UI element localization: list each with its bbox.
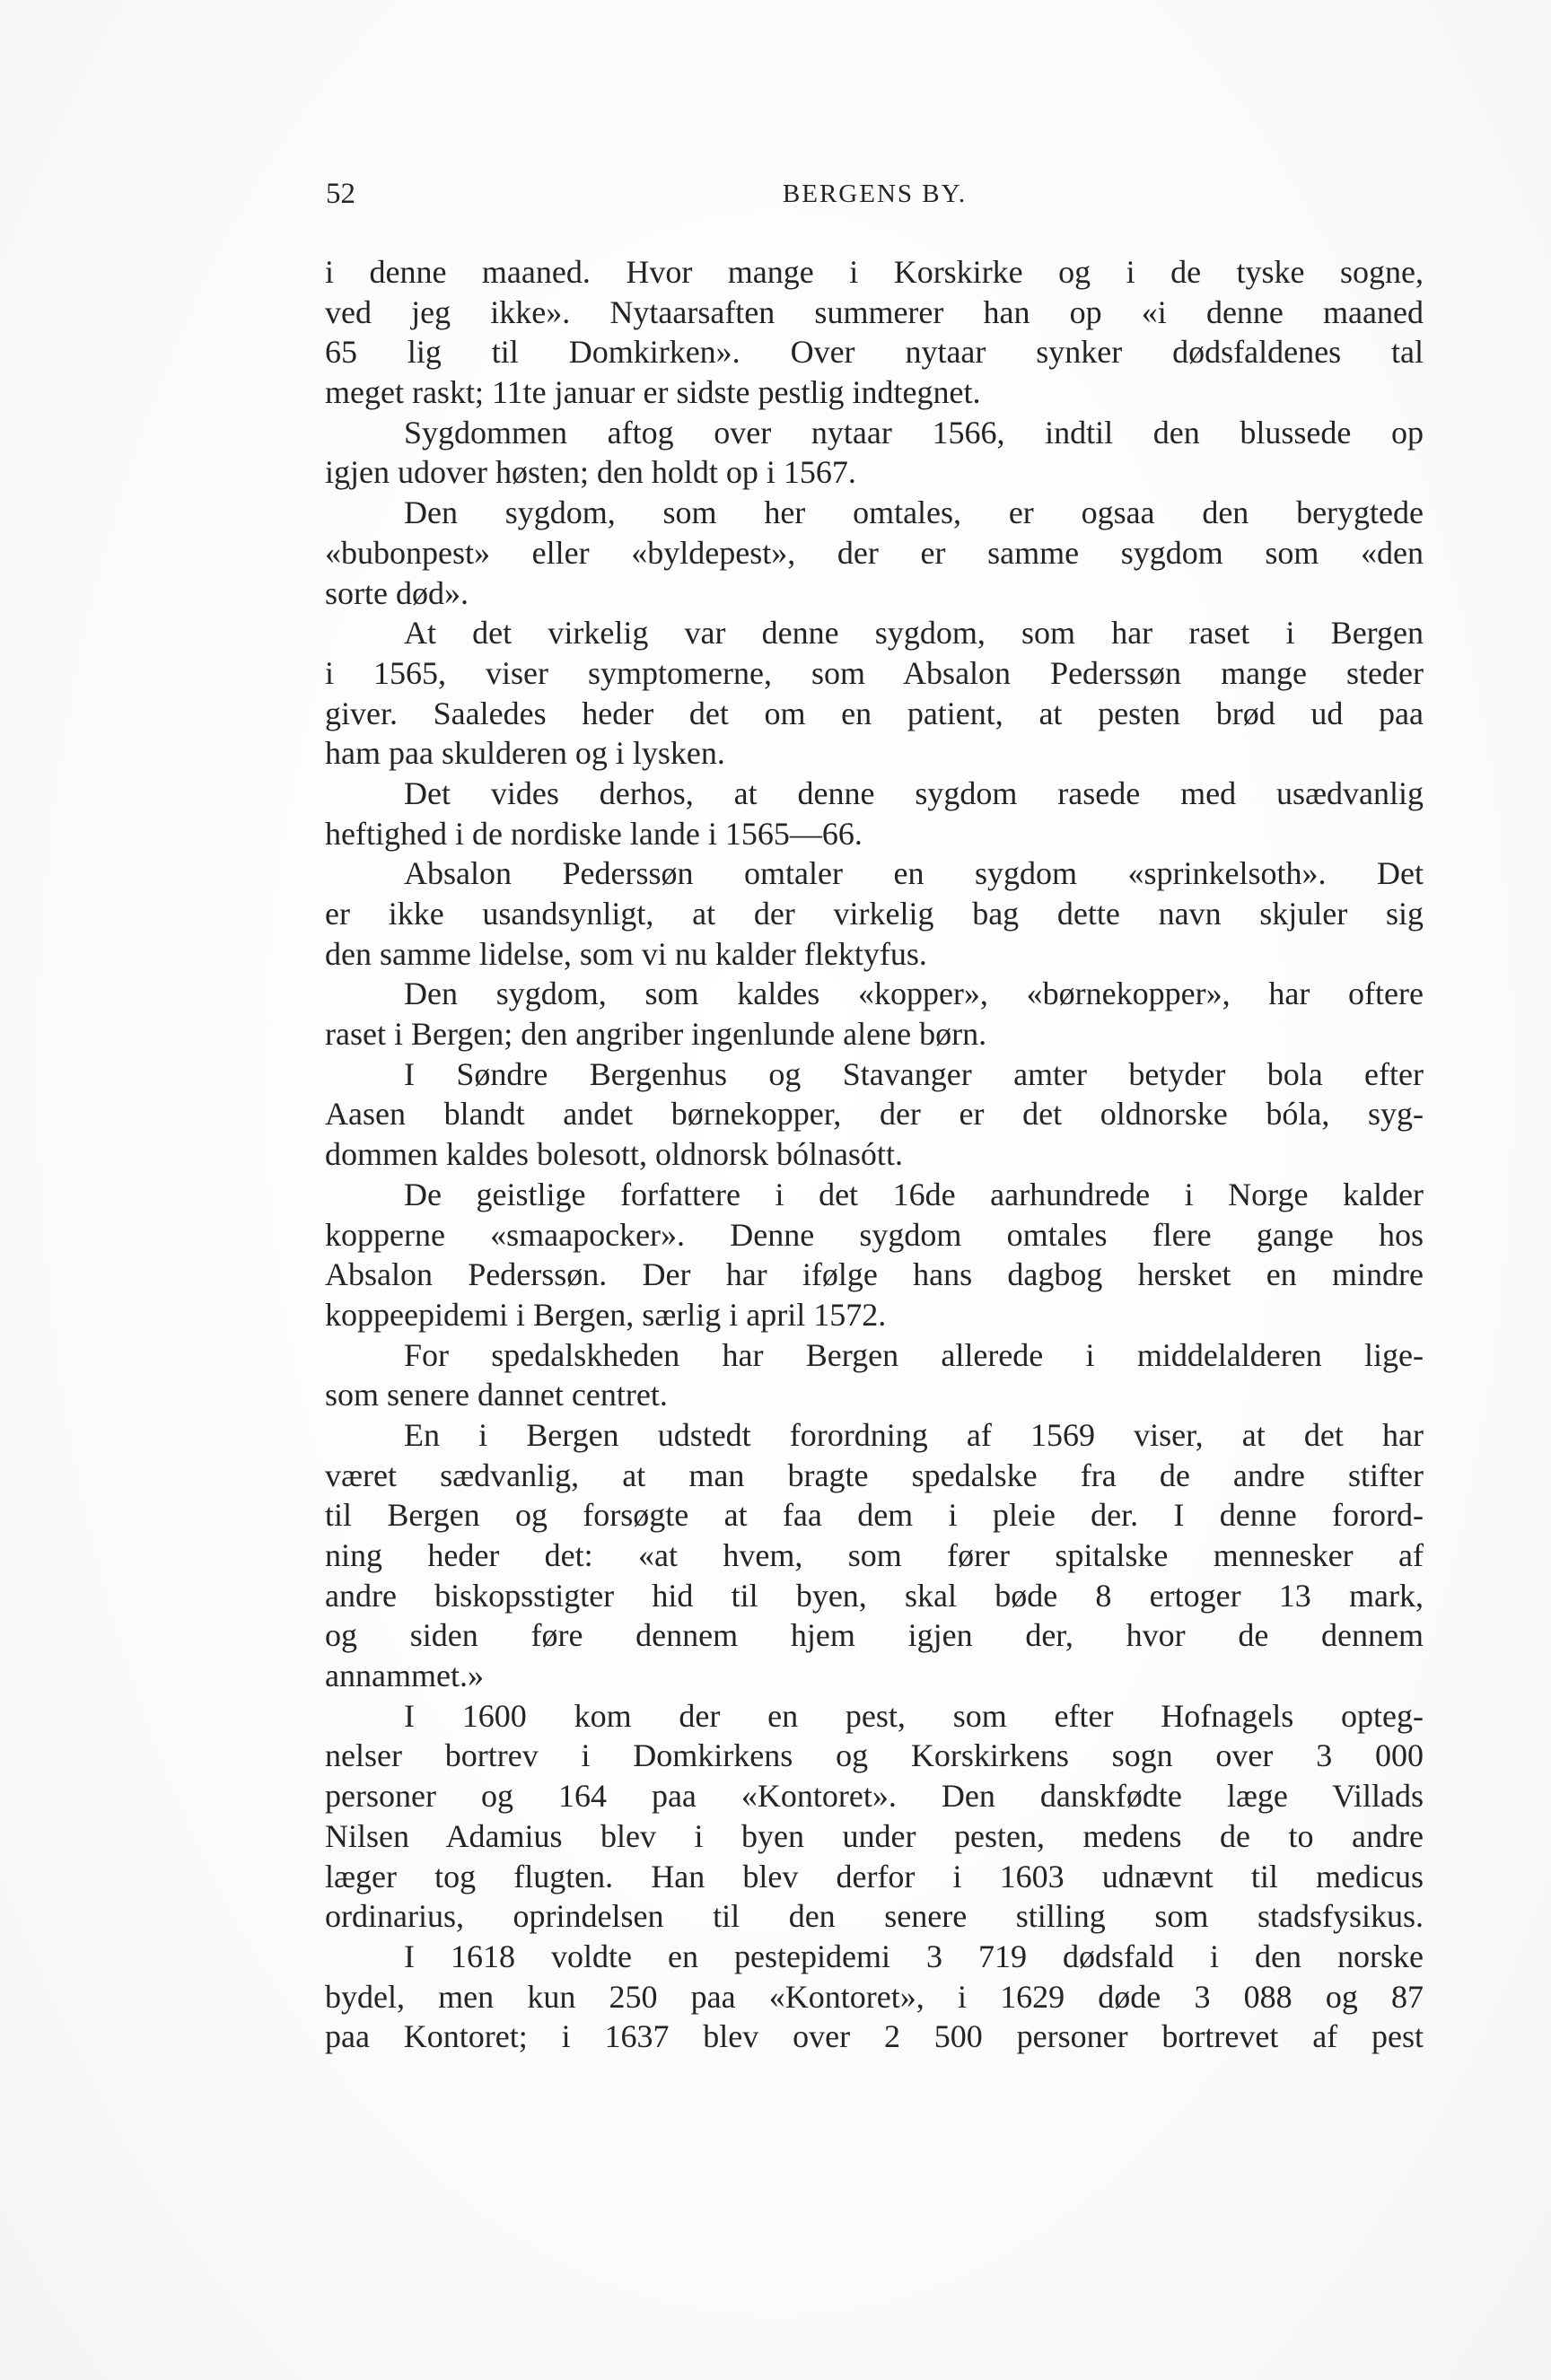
text-line: andre biskopsstigter hid til byen, skal bøde 8 ertoger 13 mark,	[325, 1577, 1424, 1614]
text-line: giver. Saaledes heder det om en patient, at pesten brød ud paa	[325, 695, 1424, 731]
running-head	[326, 178, 1424, 217]
text-line: En i Bergen udstedt forordning af 1569 viser, at det har	[404, 1416, 1424, 1453]
text-line: bydel, men kun 250 paa «Kontoret», i 1629 døde 3 088 og 87	[325, 1978, 1424, 2015]
text-line: ved jeg ikke». Nytaarsaften summerer han op «i denne maaned	[325, 293, 1424, 330]
text-line: Aasen blandt andet børnekopper, der er det oldnorske bóla, syg-	[325, 1096, 1424, 1133]
text-line: i denne maaned. Hvor mange i Korskirke og i de tyske sogne,	[325, 254, 1424, 290]
text-line: kopperne «smaapocker». Denne sygdom omtales flere gange hos	[325, 1216, 1424, 1253]
body-text	[325, 252, 1424, 2057]
page-number: 52	[326, 178, 355, 210]
text-line: den samme lidelse, som vi nu kalder flektyfus.	[325, 935, 927, 972]
text-line: Absalon Pederssøn omtaler en sygdom «sprinkelsoth». Det	[404, 855, 1424, 892]
text-line: personer og 164 paa «Kontoret». Den danskfødte læge Villads	[325, 1778, 1424, 1815]
text-line: 65 lig til Domkirken». Over nytaar synker dødsfaldenes tal	[325, 334, 1424, 371]
text-line: er ikke usandsynligt, at der virkelig bag dette navn skjuler sig	[325, 896, 1424, 932]
text-line: De geistlige forfattere i det 16de aarhundrede i Norge kalder	[404, 1176, 1424, 1212]
text-line: dommen kaldes bolesott, oldnorsk bólnasótt.	[325, 1136, 903, 1173]
text-line: Absalon Pederssøn. Der har ifølge hans dagbog hersket en mindre	[325, 1256, 1424, 1293]
text-line: raset i Bergen; den angriber ingenlunde alene børn.	[325, 1016, 987, 1053]
text-line: i 1565, viser symptomerne, som Absalon Pederssøn mange steder	[325, 654, 1424, 691]
text-line: Den sygdom, som her omtales, er ogsaa den berygtede	[404, 494, 1424, 531]
text-line: Nilsen Adamius blev i byen under pesten, medens de to andre	[325, 1817, 1424, 1854]
text-line: Det vides derhos, at denne sygdom rasede med usædvanlig	[404, 774, 1424, 811]
text-line: Sygdommen aftog over nytaar 1566, indtil den blussede op	[404, 414, 1424, 451]
text-line: I 1618 voldte en pestepidemi 3 719 dødsfald i den norske	[404, 1938, 1424, 1974]
text-line: annammet.»	[325, 1658, 484, 1694]
text-line: ning heder det: «at hvem, som fører spitalske mennesker af	[325, 1537, 1424, 1573]
text-line: læger tog flugten. Han blev derfor i 1603 udnævnt til medicus	[325, 1858, 1424, 1894]
text-line: været sædvanlig, at man bragte spedalske fra de andre stifter	[325, 1457, 1424, 1493]
text-line: igjen udover høsten; den holdt op i 1567.	[325, 454, 856, 491]
text-line: At det virkelig var denne sygdom, som har raset i Bergen	[404, 615, 1424, 652]
text-line: meget raskt; 11te januar er sidste pestlig indtegnet.	[325, 374, 981, 411]
text-line: For spedalskheden har Bergen allerede i middelalderen lige-	[404, 1336, 1424, 1373]
text-line: ordinarius, oprindelsen til den senere stilling som stadsfysikus.	[325, 1898, 1424, 1935]
text-line: ham paa skulderen og i lysken.	[325, 735, 725, 772]
text-line: I Søndre Bergenhus og Stavanger amter betyder bola efter	[404, 1055, 1424, 1092]
text-line: heftighed i de nordiske lande i 1565—66.	[325, 815, 863, 852]
text-line: nelser bortrev i Domkirkens og Korskirkens sogn over 3 000	[325, 1737, 1424, 1774]
text-line: koppeepidemi i Bergen, særlig i april 1572.	[325, 1296, 887, 1333]
text-line: Den sygdom, som kaldes «kopper», «børnekopper», har oftere	[404, 976, 1424, 1012]
text-line: paa Kontoret; i 1637 blev over 2 500 personer bortrevet af pest	[325, 2018, 1424, 2055]
text-line: I 1600 kom der en pest, som efter Hofnagels opteg-	[404, 1697, 1424, 1734]
text-line: som senere dannet centret.	[325, 1377, 668, 1413]
text-line: til Bergen og forsøgte at faa dem i pleie der. I denne forord-	[325, 1497, 1424, 1534]
text-line: og siden føre dennem hjem igjen der, hvor de dennem	[325, 1617, 1424, 1654]
text-line: «bubonpest» eller «byldepest», der er samme sygdom som «den	[325, 534, 1424, 571]
running-title: BERGENS BY.	[782, 179, 968, 208]
text-line: sorte død».	[325, 574, 469, 611]
